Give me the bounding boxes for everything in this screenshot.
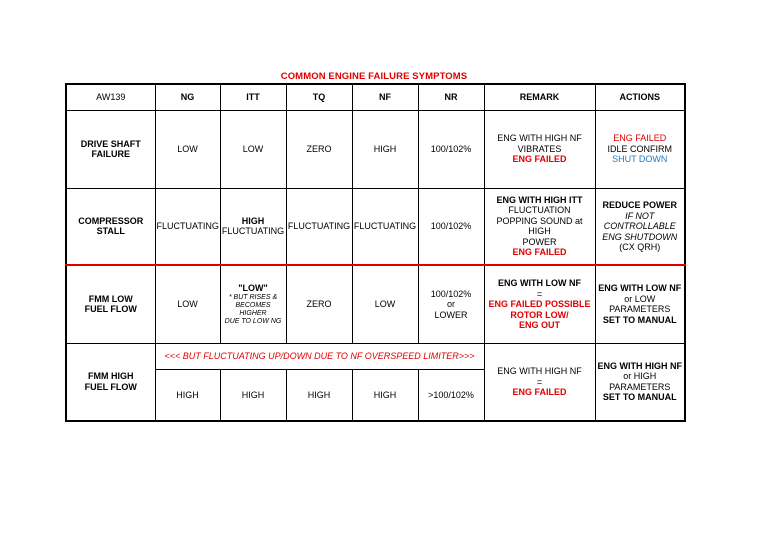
cell-ng: HIGH [155,369,220,421]
header-row [66,84,685,110]
cell-actions: ENG WITH LOW NF or LOW PARAMETERS SET TO MANUAL [595,265,685,343]
cell-nf: HIGH [352,110,418,188]
row-compressor-stall [66,188,685,265]
fluctuation-note: <<< BUT FLUCTUATING UP/DOWN DUE TO NF OVERSPEED LIMITER>>> [155,343,484,369]
cell-nr: 100/102% [418,110,484,188]
row-fmm-low-fuel-flow [66,265,685,343]
header-remark: REMARK [484,84,595,110]
cell-itt: HIGH FLUCTUATING [220,188,286,265]
cell-ng: LOW [155,265,220,343]
cell-ng: FLUCTUATING [155,188,220,265]
cell-remark: ENG WITH LOW NF = ENG FAILED POSSIBLE ROTOR LOW/ ENG OUT [484,265,595,343]
cell-nf: FLUCTUATING [352,188,418,265]
row-label: DRIVE SHAFT FAILURE [66,110,155,188]
cell-nr: >100/102% [418,369,484,421]
header-ng: NG [155,84,220,110]
row-fmm-high-fuel-flow [66,343,685,369]
page-title: COMMON ENGINE FAILURE SYMPTOMS [280,71,468,82]
header-aw139: AW139 [66,84,155,110]
header-nf: NF [352,84,418,110]
cell-tq: ZERO [286,110,352,188]
cell-remark: ENG WITH HIGH ITT FLUCTUATION POPPING SOUND at HIGH POWER ENG FAILED [484,188,595,265]
engine-failure-table [65,83,686,422]
cell-remark: ENG WITH HIGH NF VIBRATES ENG FAILED [484,110,595,188]
header-nr: NR [418,84,484,110]
cell-tq: ZERO [286,265,352,343]
header-itt: ITT [220,84,286,110]
header-actions: ACTIONS [595,84,685,110]
cell-actions: ENG FAILED IDLE CONFIRM SHUT DOWN [595,110,685,188]
cell-itt: "LOW" * BUT RISES & BECOMES HIGHER DUE TO LOW NG [220,265,286,343]
row-label: FMM HIGH FUEL FLOW [66,343,155,421]
cell-itt: HIGH [220,369,286,421]
cell-actions: ENG WITH HIGH NF or HIGH PARAMETERS SET TO MANUAL [595,343,685,421]
cell-tq: HIGH [286,369,352,421]
row-label: COMPRESSOR STALL [66,188,155,265]
cell-ng: LOW [155,110,220,188]
cell-actions: REDUCE POWER IF NOT CONTROLLABLE ENG SHUTDOWN (CX QRH) [595,188,685,265]
cell-nr: 100/102% or LOWER [418,265,484,343]
cell-nr: 100/102% [418,188,484,265]
cell-itt: LOW [220,110,286,188]
cell-nf: HIGH [352,369,418,421]
row-label: FMM LOW FUEL FLOW [66,265,155,343]
row-drive-shaft-failure [66,110,685,188]
cell-nf: LOW [352,265,418,343]
header-tq: TQ [286,84,352,110]
cell-remark: ENG WITH HIGH NF = ENG FAILED [484,343,595,421]
cell-tq: FLUCTUATING [286,188,352,265]
